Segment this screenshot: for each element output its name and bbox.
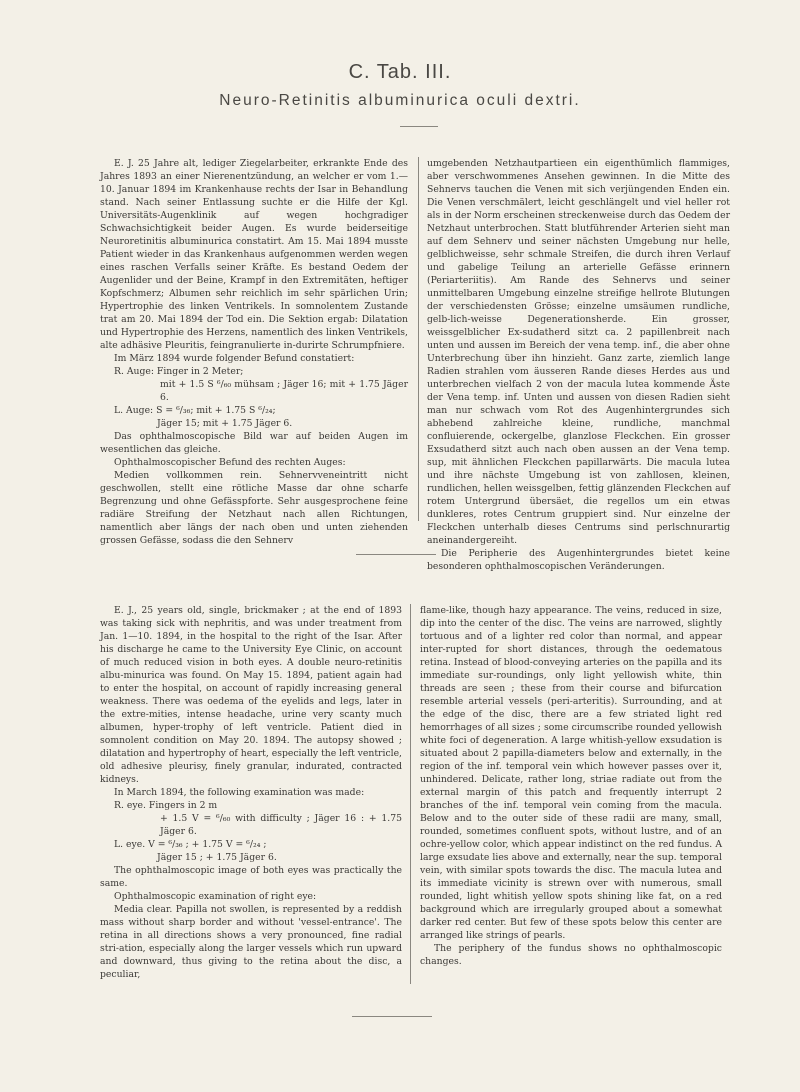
german-left-column bbox=[100, 157, 408, 547]
section-rule bbox=[356, 554, 436, 555]
german-both-eyes: Das ophthalmoscopische Bild war auf beiden Augen im wesentlichen das gleiche. bbox=[100, 431, 408, 455]
german-findings-continued: umgebenden Netzhautpartieen ein eigenthümlich flammiges, aber verschwommenes Ansehen gewinnen. In die Mitte des Sehnervs tauchen die Venen mit sich verjüngenden Enden ein. Die Venen verschmälert, leicht geschlängelt und viel heller rot als in der Norm erscheinen streckenweise durch das Oedem der Netzhaut unterbrochen. Statt blutführender Arterien sieht man auf dem Sehnerv und seiner nächsten Umgebung nur helle, gelblichweisse, sehr schmale Streifen, die durch ihren Verlauf und gabelige Teilung an arterielle Gefässe erinnern (Periarteriitis). Am Rande des Sehnervs und seiner unmittelbaren Umgebung einzelne streifige hellrote Blutungen der verschiedensten Grösse; einzelne umsäumen rundliche, gelb-lich-weisse Degenerationsherde. Ein grosser, weissgelblicher Ex-sudatherd sitzt ca. 2 papillenbreit nach unten und aussen im Bereich der vena temp. inf., die aber ohne Unterbrechung über ihn hinzieht. Ganz zarte, ziemlich lange Radien strahlen vom äusseren Rande dieses Herdes aus und unterbrechen vielfach 2 von der macula lutea kommende Äste der Vena temp. inf. Unten und aussen von diesen Radien sieht man nur schwach vom Rot des Augenhintergrundes sich abhebend zahlreiche kleine, rundliche, manchmal confluierende, ockergelbe, glanzlose Fleckchen. Ein grosser Exsudatherd sitzt auch nach oben aussen an der Vena temp. sup, mit ähnlichen Fleckchen papillarwärts. Die macula lutea und ihre nächste Umgebung ist von zahllosen, kleinen, rundlichen, hellen weissgelben, fettig glänzenden Fleckchen auf rotem Untergrund übersäet, die regellos um ein etwas dunkleres, rotes Centrum gruppiert sind. Nur einzelne der Fleckchen unterhalb dieses Centrums sind perlschnurartig aneinandergereiht. bbox=[427, 158, 730, 546]
english-left-column bbox=[100, 604, 402, 981]
english-case-history: E. J., 25 years old, single, brickmaker ; at the end of 1893 was taking sick with nephritis, and was under treatment from Jan. 1—10. 1894, in the hospital to the right of the Isar. After his discharge he came to the University Eye Clinic, on account of much reduced vision in both eyes. A double neuro-retinitis albu-minurica was found. On May 15. 1894, patient again had to enter the hospital, on account of rapidly increasing general weakness. There was oedema of the eyelids and legs, later in the extre-mities, intense headache, urine very scanty much albumen, hyper-trophy of left ventricle. Patient died in somnolent condition on May 20. 1894. The autopsy showed ; dilatation and hypertrophy of heart, especially the left ventricle, old adhesive pleurisy, finely granular, indurated, contracted kidneys. bbox=[100, 605, 402, 785]
german-periphery: Die Peripherie des Augenhintergrundes bietet keine besonderen ophthalmoscopischen Veränderungen. bbox=[427, 548, 730, 572]
bottom-rule bbox=[352, 1016, 432, 1017]
german-right-eye-line1: R. Auge: Finger in 2 Meter; bbox=[114, 366, 244, 377]
german-exam-heading: Ophthalmoscopischer Befund des rechten Auges: bbox=[114, 457, 346, 468]
plate-subtitle: Neuro-Retinitis albuminurica oculi dextri. bbox=[219, 92, 581, 109]
english-right-eye-line1: R. eye. Fingers in 2 m bbox=[114, 800, 218, 811]
english-periphery: The periphery of the fundus shows no ophthalmoscopic changes. bbox=[420, 943, 722, 967]
german-column-divider bbox=[418, 157, 419, 521]
german-case-history: E. J. 25 Jahre alt, lediger Ziegelarbeiter, erkrankte Ende des Jahres 1893 an einer Nierenentzündung, an welcher er vom 1.—10. Januar 1894 im Krankenhause rechts der Isar in Behandlung stand. Nach seiner Entlassung suchte er die Hilfe der Kgl. Universitäts-Augenklinik auf wegen hochgradiger Schwachsichtigkeit beider Augen. Es wurde beiderseitige Neuroretinitis albuminurica constatirt. Am 15. Mai 1894 musste Patient wieder in das Krankenhaus aufgenommen werden wegen eines raschen Verfalls seiner Kräfte. Es bestand Oedem der Augenlider und der Beine, Krampf in den Extremitäten, heftiger Kopfschmerz; Albumen sehr reichlich im sehr spärlichen Urin; Hypertrophie des linken Ventrikels. In somnolentem Zustande trat am 20. Mai 1894 der Tod ein. Die Sektion ergab: Dilatation und Hypertrophie des Herzens, namentlich des linken Ventrikels, alte adhäsive Pleuritis, feingranulierte in-durirte Schrumpfniere. bbox=[100, 158, 408, 351]
english-exam-intro: In March 1894, the following examination was made: bbox=[114, 787, 365, 798]
german-right-eye-line2: mit + 1.5 S ⁶/₆₀ mühsam ; Jäger 16; mit + 1.75 Jäger 6. bbox=[160, 379, 408, 403]
english-left-eye-line2: Jäger 15 ; + 1.75 Jäger 6. bbox=[157, 852, 277, 863]
english-right-column bbox=[420, 604, 722, 968]
english-exam-heading: Ophthalmoscopic examination of right eye: bbox=[114, 891, 317, 902]
english-left-eye-line1: L. eye. V = ⁶/₃₆ ; + 1.75 V = ⁶/₂₄ ; bbox=[114, 839, 267, 850]
english-findings-continued: flame-like, though hazy appearance. The veins, reduced in size, dip into the center of the disc. The veins are narrowed, slightly tortuous and of a lighter red color than normal, and appear inter-rupted for short distances, through the oedematous retina. Instead of blood-conveying arteries on the papilla and its immediate sur-roundings, only light yellowish white, thin threads are seen ; these from their course and bifurcation resemble arterial vessels (peri-arteritis). Surrounding, and at the edge of the disc, there are a few striated light red hemorrhages of all sizes ; some circumscribe rounded yellowish white foci of degeneration. A large whitish-yellow exsudation is situated about 2 papilla-diameters below and externally, in the region of the inf. temporal vein which however passes over it, unhindered. Delicate, rather long, striae radiate out from the external margin of this patch and frequently interrupt 2 branches of the inf. temporal vein coming from the macula. Below and to the outer side of these radii are many, small, rounded, sometimes confluent spots, without lustre, and of an ochre-yellow color, which appear indistinct on the red fundus. A large exsudate lies above and externally, near the sup. temporal vein, with similar spots towards the disc. The macula lutea and its immediate vicinity is strewn over with numerous, small rounded, light whitish yellow spots shining like fat, on a red background which are irregularly grouped about a somewhat darker red center. But few of these spots below this center are arranged like strings of pearls. bbox=[420, 605, 722, 941]
german-right-column bbox=[427, 157, 730, 573]
german-left-eye-line2: Jäger 15; mit + 1.75 Jäger 6. bbox=[157, 418, 293, 429]
plate-title: C. Tab. III. bbox=[348, 61, 452, 83]
title-rule bbox=[400, 126, 438, 127]
german-left-eye-line1: L. Auge: S = ⁶/₃₆; mit + 1.75 S ⁶/₂₄; bbox=[114, 405, 276, 416]
german-findings-start: Medien vollkommen rein. Sehnervveneintritt nicht geschwollen, stellt eine rötliche Masse dar ohne scharfe Begrenzung und ohne Gefässpforte. Sehr ausgesprochene feine radiäre Streifung der Netzhaut nach allen Richtungen, namentlich aber längs der nach oben und unten ziehenden grossen Gefässe, sodass die den Sehnerv bbox=[100, 470, 408, 546]
english-findings-start: Media clear. Papilla not swollen, is represented by a reddish mass without sharp border and without 'vessel-entrance'. The retina in all directions shows a very pronounced, fine radial stri-ation, especially along the larger vessels which run upward and downward, thus giving to the retina about the disc, a peculiar, bbox=[100, 904, 402, 980]
english-right-eye-line2: + 1.5 V = ⁶/₆₀ with difficulty ; Jäger 16 : + 1.75 Jäger 6. bbox=[160, 813, 402, 837]
english-column-divider bbox=[410, 604, 411, 984]
english-both-eyes: The ophthalmoscopic image of both eyes was practically the same. bbox=[100, 865, 402, 889]
german-exam-intro: Im März 1894 wurde folgender Befund constatiert: bbox=[114, 353, 355, 364]
